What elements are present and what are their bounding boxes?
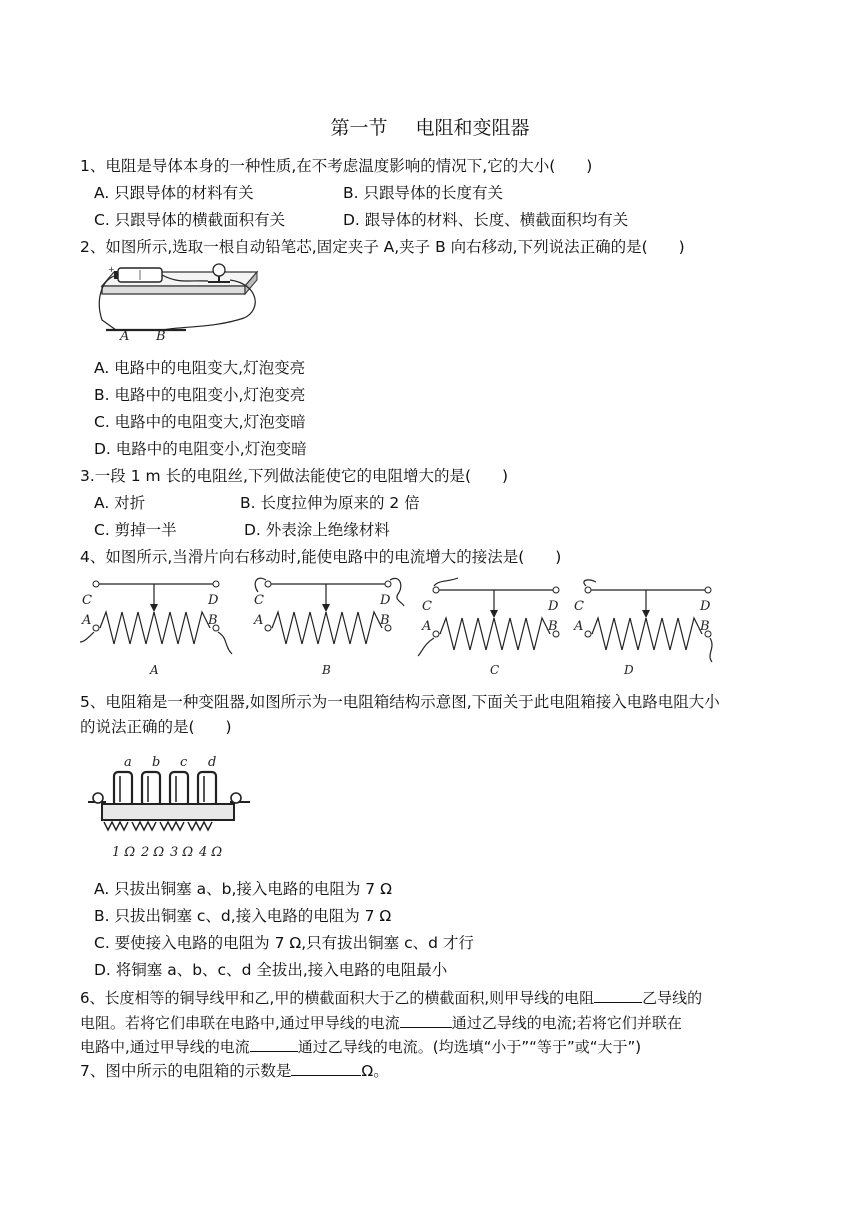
- terminal-a-label: A: [254, 613, 264, 628]
- q1-option-c: C. 只跟导体的横截面积有关: [94, 211, 286, 229]
- terminal-c-label: C: [574, 599, 584, 614]
- terminal-b-label: B: [548, 619, 558, 634]
- caption-a: A: [150, 663, 159, 677]
- terminal-b-label: B: [700, 619, 710, 634]
- terminal-d-label: D: [700, 599, 711, 614]
- q5-resistance-box-figure: [84, 752, 254, 862]
- q1-option-d: D. 跟导体的材料、长度、横截面积均有关: [343, 211, 629, 229]
- q7-line: [80, 1060, 389, 1081]
- plug-a-label: a: [124, 755, 132, 770]
- title-topic: 电阻和变阻器: [415, 117, 530, 139]
- q6-text-3b: 通过乙导线的电流。(均选填“小于”“等于”或“大于”): [297, 1038, 642, 1056]
- q6-text-3a: 电路中,通过甲导线的电流: [80, 1038, 250, 1056]
- q5-option-a: A. 只拔出铜塞 a、b,接入电路的电阻为 7 Ω: [94, 880, 392, 898]
- q2-stem: 2、如图所示,选取一根自动铅笔芯,固定夹子 A,夹子 B 向右移动,下列说法正确的是( ): [80, 238, 685, 256]
- terminal-d-label: D: [208, 593, 219, 608]
- q2-clip-b-label: B: [156, 329, 166, 344]
- plug-c-label: c: [180, 755, 188, 770]
- resistor-4-label: 4 Ω: [199, 845, 223, 860]
- plug-d-label: d: [208, 755, 217, 770]
- q5-stem-line2: 的说法正确的是( ): [80, 718, 232, 736]
- rheostat-diagram-d: [573, 580, 712, 677]
- plug-b-label: b: [152, 755, 161, 770]
- q7-text-b: Ω。: [361, 1062, 389, 1080]
- q2-pencil-lead-circuit-figure: [94, 262, 274, 344]
- q5-stem-line1: 5、电阻箱是一种变阻器,如图所示为一电阻箱结构示意图,下面关于此电阻箱接入电路电阻大小: [80, 693, 720, 711]
- q4-rheostat-connections-figure: [78, 572, 718, 682]
- q6-text-1a: 6、长度相等的铜导线甲和乙,甲的横截面积大于乙的横截面积,则甲导线的电阻: [80, 989, 595, 1007]
- page-title: [0, 116, 860, 140]
- resistor-3-label: 3 Ω: [170, 845, 194, 860]
- q6-line1: [80, 987, 702, 1008]
- resistor-1-label: 1 Ω: [112, 845, 136, 860]
- q2-option-d: D. 电路中的电阻变小,灯泡变暗: [94, 440, 307, 458]
- q6-blank-3[interactable]: [250, 1036, 298, 1052]
- resistor-2-label: 2 Ω: [141, 845, 165, 860]
- terminal-b-label: B: [380, 613, 390, 628]
- terminal-c-label: C: [254, 593, 264, 608]
- q6-text-2a: 电阻。若将它们串联在电路中,通过甲导线的电流: [80, 1014, 400, 1032]
- rheostat-diagram-c: [418, 578, 559, 677]
- caption-d: D: [624, 663, 634, 677]
- q6-text-2b: 通过乙导线的电流;若将它们并联在: [451, 1014, 682, 1032]
- terminal-a-label: A: [422, 619, 432, 634]
- q3-option-b: B. 长度拉伸为原来的 2 倍: [240, 494, 420, 512]
- rheostat-diagram-a: [80, 581, 232, 677]
- q6-line3: [80, 1036, 641, 1057]
- rheostat-diagram-b: [253, 578, 404, 677]
- terminal-d-label: D: [548, 599, 559, 614]
- terminal-c-label: C: [82, 593, 92, 608]
- title-section: 第一节: [330, 117, 388, 139]
- q3-option-d: D. 外表涂上绝缘材料: [244, 521, 390, 539]
- q1-stem: 1、电阻是导体本身的一种性质,在不考虑温度影响的情况下,它的大小( ): [80, 157, 593, 175]
- terminal-c-label: C: [422, 599, 432, 614]
- q6-line2: [80, 1012, 682, 1033]
- q5-option-d: D. 将铜塞 a、b、c、d 全拔出,接入电路的电阻最小: [94, 961, 448, 979]
- svg-text:+: +: [108, 265, 115, 274]
- q2-option-b: B. 电路中的电阻变小,灯泡变亮: [94, 386, 306, 404]
- q2-option-a: A. 电路中的电阻变大,灯泡变亮: [94, 359, 306, 377]
- q3-option-c: C. 剪掉一半: [94, 521, 177, 539]
- q1-option-b: B. 只跟导体的长度有关: [343, 184, 503, 202]
- q7-text-a: 7、图中所示的电阻箱的示数是: [80, 1062, 292, 1080]
- q1-option-a: A. 只跟导体的材料有关: [94, 184, 254, 202]
- q3-stem: 3.一段 1 m 长的电阻丝,下列做法能使它的电阻增大的是( ): [80, 467, 509, 485]
- q4-stem: 4、如图所示,当滑片向右移动时,能使电路中的电流增大的接法是( ): [80, 548, 562, 566]
- q6-blank-2[interactable]: [400, 1012, 452, 1028]
- q6-text-1b: 乙导线的: [642, 989, 703, 1007]
- caption-b: B: [322, 663, 331, 677]
- q5-option-c: C. 要使接入电路的电阻为 7 Ω,只有拔出铜塞 c、d 才行: [94, 934, 474, 952]
- q2-clip-a-label: A: [120, 329, 130, 344]
- q3-option-a: A. 对折: [94, 494, 146, 512]
- q7-blank[interactable]: [291, 1060, 361, 1076]
- terminal-d-label: D: [380, 593, 391, 608]
- q5-option-b: B. 只拔出铜塞 c、d,接入电路的电阻为 7 Ω: [94, 907, 392, 925]
- terminal-a-label: A: [82, 613, 92, 628]
- terminal-b-label: B: [208, 613, 218, 628]
- q6-blank-1[interactable]: [594, 987, 642, 1003]
- q2-option-c: C. 电路中的电阻变大,灯泡变暗: [94, 413, 306, 431]
- caption-c: C: [490, 663, 500, 677]
- terminal-a-label: A: [574, 619, 584, 634]
